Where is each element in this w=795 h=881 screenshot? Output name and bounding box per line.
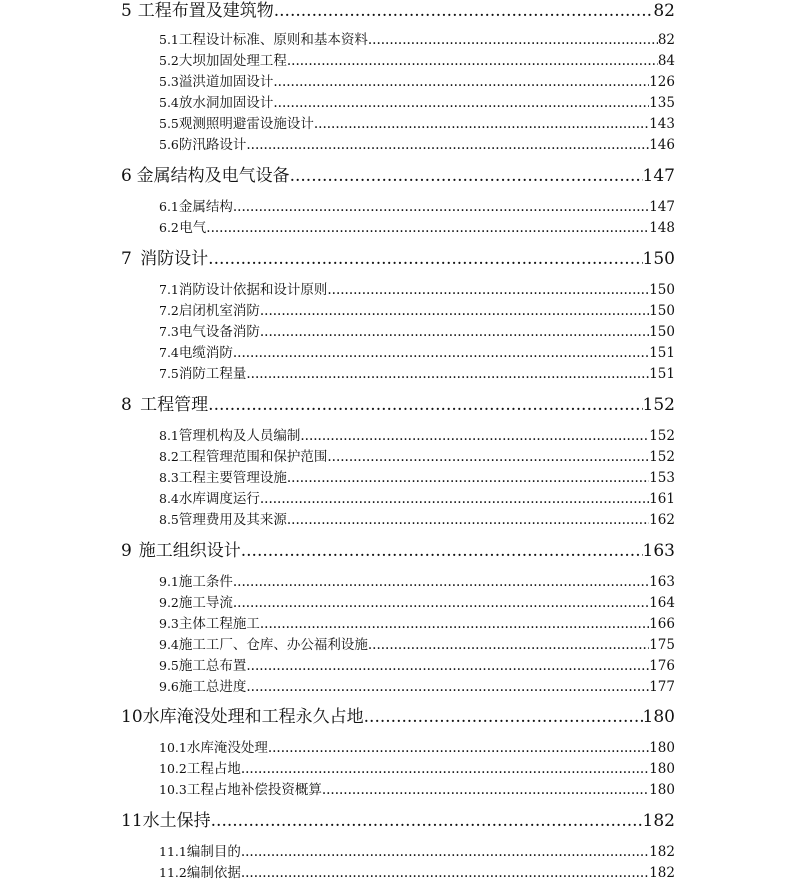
toc-section-entry[interactable] — [159, 487, 675, 507]
toc-section-entry-page-number: 126 — [649, 74, 675, 90]
toc-chapter-entry[interactable] — [121, 390, 675, 415]
dot-leader — [208, 249, 642, 269]
toc-section-entry-page-number: 166 — [649, 616, 675, 632]
toc-section-entry-title: 工程占地补偿投资概算 — [186, 782, 322, 798]
dot-leader — [260, 324, 649, 340]
toc-section-entry-title: 放水洞加固设计 — [178, 95, 274, 111]
dot-leader — [273, 74, 649, 90]
toc-section-entry-title: 主体工程施工 — [178, 616, 260, 632]
toc-chapter-entry[interactable] — [121, 161, 675, 186]
dot-leader — [211, 811, 643, 831]
toc-section-entry-title: 工程占地 — [186, 761, 241, 777]
toc-chapter-entry-page-number: 147 — [642, 166, 675, 186]
toc-section-entry-page-number: 180 — [649, 761, 675, 777]
toc-section-entry[interactable] — [159, 424, 675, 444]
toc-section-entry-title: 施工总进度 — [178, 679, 247, 695]
toc-section-entry-number: 8.3 — [159, 470, 179, 485]
dot-leader — [233, 574, 649, 590]
toc-section-entry-number: 9.5 — [159, 658, 179, 673]
toc-section-entry-page-number: 135 — [649, 95, 675, 111]
toc-section-entry[interactable] — [159, 612, 675, 632]
toc-section-entry-page-number: 152 — [649, 449, 675, 465]
toc-chapter-entry-page-number: 82 — [653, 1, 675, 21]
toc-section-entry[interactable] — [159, 445, 675, 465]
toc-section-entry-title: 编制依据 — [186, 865, 241, 881]
toc-section-entry-title: 电气 — [179, 220, 207, 236]
toc-section-entry-number: 9.4 — [159, 637, 179, 652]
toc-section-entry[interactable] — [159, 861, 675, 881]
toc-section-entry-title: 大坝加固处理工程 — [178, 53, 287, 69]
toc-section-entry-number: 11.1 — [159, 844, 187, 859]
toc-section-entry-title: 观测照明避雷设施设计 — [178, 116, 314, 132]
toc-section-entry-number: 5.1 — [159, 32, 179, 47]
toc-section-entry-page-number: 177 — [649, 679, 675, 695]
dot-leader — [241, 761, 649, 777]
dot-leader — [206, 220, 649, 236]
toc-section-entry-number: 10.3 — [159, 782, 187, 797]
toc-section-entry-title: 施工导流 — [178, 595, 233, 611]
toc-chapter-entry[interactable] — [121, 806, 675, 831]
toc-section-entry[interactable] — [159, 278, 675, 298]
dot-leader — [368, 637, 649, 653]
toc-chapter-entry[interactable] — [121, 702, 675, 727]
toc-section-entry[interactable] — [159, 341, 675, 361]
dot-leader — [241, 844, 649, 860]
toc-section-entry-number: 9.1 — [159, 574, 179, 589]
toc-section-entry-number: 10.2 — [159, 761, 187, 776]
toc-section-entry-title: 防汛路设计 — [178, 137, 247, 153]
toc-section-entry[interactable] — [159, 466, 675, 486]
toc-section-entry-title: 编制目的 — [186, 844, 241, 860]
toc-section-entry-number: 5.3 — [159, 74, 179, 89]
toc-chapter-entry-number: 10 — [121, 707, 143, 727]
toc-section-entry-title: 水库淹没处理 — [186, 740, 268, 756]
toc-chapter-entry-page-number: 150 — [642, 249, 675, 269]
dot-leader — [246, 366, 649, 382]
dot-leader — [273, 95, 649, 111]
dot-leader — [260, 491, 649, 507]
toc-section-entry-number: 5.4 — [159, 95, 179, 110]
toc-chapter-entry[interactable] — [121, 244, 675, 269]
dot-leader — [274, 1, 654, 21]
toc-section-entry-page-number: 84 — [657, 53, 675, 69]
dot-leader — [241, 541, 643, 561]
toc-section-entry-title: 电气设备消防 — [178, 324, 260, 340]
toc-section-entry-title: 水库调度运行 — [178, 491, 260, 507]
toc-section-entry-page-number: 161 — [649, 491, 675, 507]
dot-leader — [300, 428, 649, 444]
toc-section-entry-page-number: 146 — [649, 137, 675, 153]
toc-section-entry-number: 6.1 — [159, 199, 179, 214]
toc-section-entry-number: 7.2 — [159, 303, 179, 318]
toc-section-entry[interactable] — [159, 778, 675, 798]
toc-section-entry-title: 管理费用及其来源 — [178, 512, 287, 528]
dot-leader — [260, 616, 649, 632]
toc-section-entry-number: 7.5 — [159, 366, 179, 381]
toc-section-entry-number: 9.6 — [159, 679, 179, 694]
toc-section-entry-number: 7.4 — [159, 345, 179, 360]
toc-section-entry-page-number: 180 — [649, 782, 675, 798]
dot-leader — [233, 595, 649, 611]
toc-section-entry-number: 8.2 — [159, 449, 179, 464]
toc-section-entry[interactable] — [159, 299, 675, 319]
toc-section-entry-page-number: 163 — [649, 574, 675, 590]
toc-section-entry[interactable] — [159, 91, 675, 111]
toc-section-entry-title: 电缆消防 — [178, 345, 233, 361]
dot-leader — [287, 512, 649, 528]
dot-leader — [327, 282, 649, 298]
dot-leader — [290, 166, 643, 186]
toc-section-entry-page-number: 180 — [649, 740, 675, 756]
toc-section-entry-title: 金属结构 — [178, 199, 233, 215]
toc-chapter-entry-page-number: 182 — [642, 811, 675, 831]
toc-chapter-entry-number: 5 — [121, 1, 132, 21]
toc-section-entry-title: 工程主要管理设施 — [178, 470, 287, 486]
toc-section-entry-title: 消防设计依据和设计原则 — [178, 282, 328, 298]
toc-section-entry[interactable] — [159, 654, 675, 674]
toc-section-entry-page-number: 175 — [649, 637, 675, 653]
toc-section-entry-page-number: 162 — [649, 512, 675, 528]
toc-section-entry[interactable] — [159, 675, 675, 695]
toc-section-entry[interactable] — [159, 591, 675, 611]
toc-section-entry[interactable] — [159, 508, 675, 528]
toc-chapter-entry-title: 水土保持 — [142, 811, 211, 831]
toc-section-entry-title: 工程管理范围和保护范围 — [178, 449, 328, 465]
toc-section-entry-number: 8.1 — [159, 428, 179, 443]
toc-chapter-entry-title: 消防设计 — [140, 249, 209, 269]
toc-section-entry-page-number: 147 — [649, 199, 675, 215]
toc-section-entry-number: 5.6 — [159, 137, 179, 152]
toc-section-entry-number: 6.2 — [159, 220, 179, 235]
toc-section-entry[interactable] — [159, 112, 675, 132]
toc-section-entry-title: 施工条件 — [178, 574, 233, 590]
toc-chapter-entry-title: 工程布置及建筑物 — [137, 1, 274, 21]
dot-leader — [260, 303, 649, 319]
toc-section-entry[interactable] — [159, 736, 675, 756]
toc-section-entry-number: 10.1 — [159, 740, 187, 755]
toc-section-entry[interactable] — [159, 362, 675, 382]
toc-chapter-entry-number: 9 — [121, 541, 132, 561]
toc-chapter-entry-title: 水库淹没处理和工程永久占地 — [142, 707, 364, 727]
dot-leader — [287, 53, 658, 69]
toc-chapter-entry-page-number: 152 — [642, 395, 675, 415]
toc-section-entry-title: 溢洪道加固设计 — [178, 74, 274, 90]
toc-section-entry-number: 9.2 — [159, 595, 179, 610]
toc-chapter-entry-page-number: 180 — [642, 707, 675, 727]
toc-section-entry-page-number: 150 — [649, 282, 675, 298]
toc-section-entry-page-number: 153 — [649, 470, 675, 486]
toc-chapter-entry[interactable] — [121, 536, 675, 561]
toc-section-entry-page-number: 151 — [649, 345, 675, 361]
toc-chapter-entry-number: 11 — [121, 811, 143, 831]
toc-section-entry-title: 工程设计标准、原则和基本资料 — [178, 32, 368, 48]
toc-chapter-entry-number: 6 — [121, 166, 132, 186]
toc-section-entry-number: 5.5 — [159, 116, 179, 131]
dot-leader — [322, 782, 649, 798]
toc-section-entry-page-number: 152 — [649, 428, 675, 444]
dot-leader — [368, 32, 658, 48]
dot-leader — [327, 449, 649, 465]
toc-section-entry[interactable] — [159, 70, 675, 90]
toc-section-entry[interactable] — [159, 49, 675, 69]
dot-leader — [268, 740, 649, 756]
toc-chapter-entry-page-number: 163 — [642, 541, 675, 561]
toc-section-entry-number: 7.1 — [159, 282, 179, 297]
toc-section-entry-title: 启闭机室消防 — [178, 303, 260, 319]
toc-section-entry-title: 管理机构及人员编制 — [178, 428, 301, 444]
dot-leader — [364, 707, 643, 727]
toc-section-entry-number: 8.5 — [159, 512, 179, 527]
toc-section-entry[interactable] — [159, 133, 675, 153]
toc-section-entry[interactable] — [159, 633, 675, 653]
toc-section-entry-title: 消防工程量 — [178, 366, 247, 382]
toc-chapter-entry-title: 工程管理 — [140, 395, 209, 415]
toc-chapter-entry-title: 金属结构及电气设备 — [136, 166, 290, 186]
toc-section-entry-number: 9.3 — [159, 616, 179, 631]
toc-section-entry-page-number: 148 — [649, 220, 675, 236]
dot-leader — [233, 199, 649, 215]
dot-leader — [246, 679, 649, 695]
dot-leader — [208, 395, 642, 415]
toc-section-entry-number: 7.3 — [159, 324, 179, 339]
toc-section-entry-page-number: 176 — [649, 658, 675, 674]
toc-section-entry-title: 施工工厂、仓库、办公福利设施 — [178, 637, 368, 653]
toc-section-entry-page-number: 151 — [649, 366, 675, 382]
toc-section-entry-page-number: 150 — [649, 303, 675, 319]
toc-section-entry-number: 11.2 — [159, 865, 187, 880]
dot-leader — [246, 658, 649, 674]
dot-leader — [246, 137, 649, 153]
toc-section-entry[interactable] — [159, 570, 675, 590]
toc-section-entry-number: 5.2 — [159, 53, 179, 68]
toc-section-entry-page-number: 82 — [657, 32, 675, 48]
toc-section-entry-page-number: 182 — [649, 865, 675, 881]
toc-chapter-entry-title: 施工组织设计 — [138, 541, 241, 561]
toc-section-entry[interactable] — [159, 195, 675, 215]
dot-leader — [314, 116, 649, 132]
toc-section-entry[interactable] — [159, 216, 675, 236]
toc-section-entry-page-number: 164 — [649, 595, 675, 611]
toc-chapter-entry[interactable] — [121, 0, 675, 21]
toc-chapter-entry-number: 7 — [121, 249, 132, 269]
toc-section-entry[interactable] — [159, 320, 675, 340]
toc-chapter-entry-number: 8 — [121, 395, 132, 415]
toc-section-entry[interactable] — [159, 757, 675, 777]
toc-section-entry-page-number: 150 — [649, 324, 675, 340]
toc-section-entry-page-number: 143 — [649, 116, 675, 132]
dot-leader — [233, 345, 649, 361]
toc-section-entry[interactable] — [159, 28, 675, 48]
dot-leader — [287, 470, 649, 486]
toc-section-entry-page-number: 182 — [649, 844, 675, 860]
toc-section-entry-title: 施工总布置 — [178, 658, 247, 674]
toc-section-entry-number: 8.4 — [159, 491, 179, 506]
toc-section-entry[interactable] — [159, 840, 675, 860]
